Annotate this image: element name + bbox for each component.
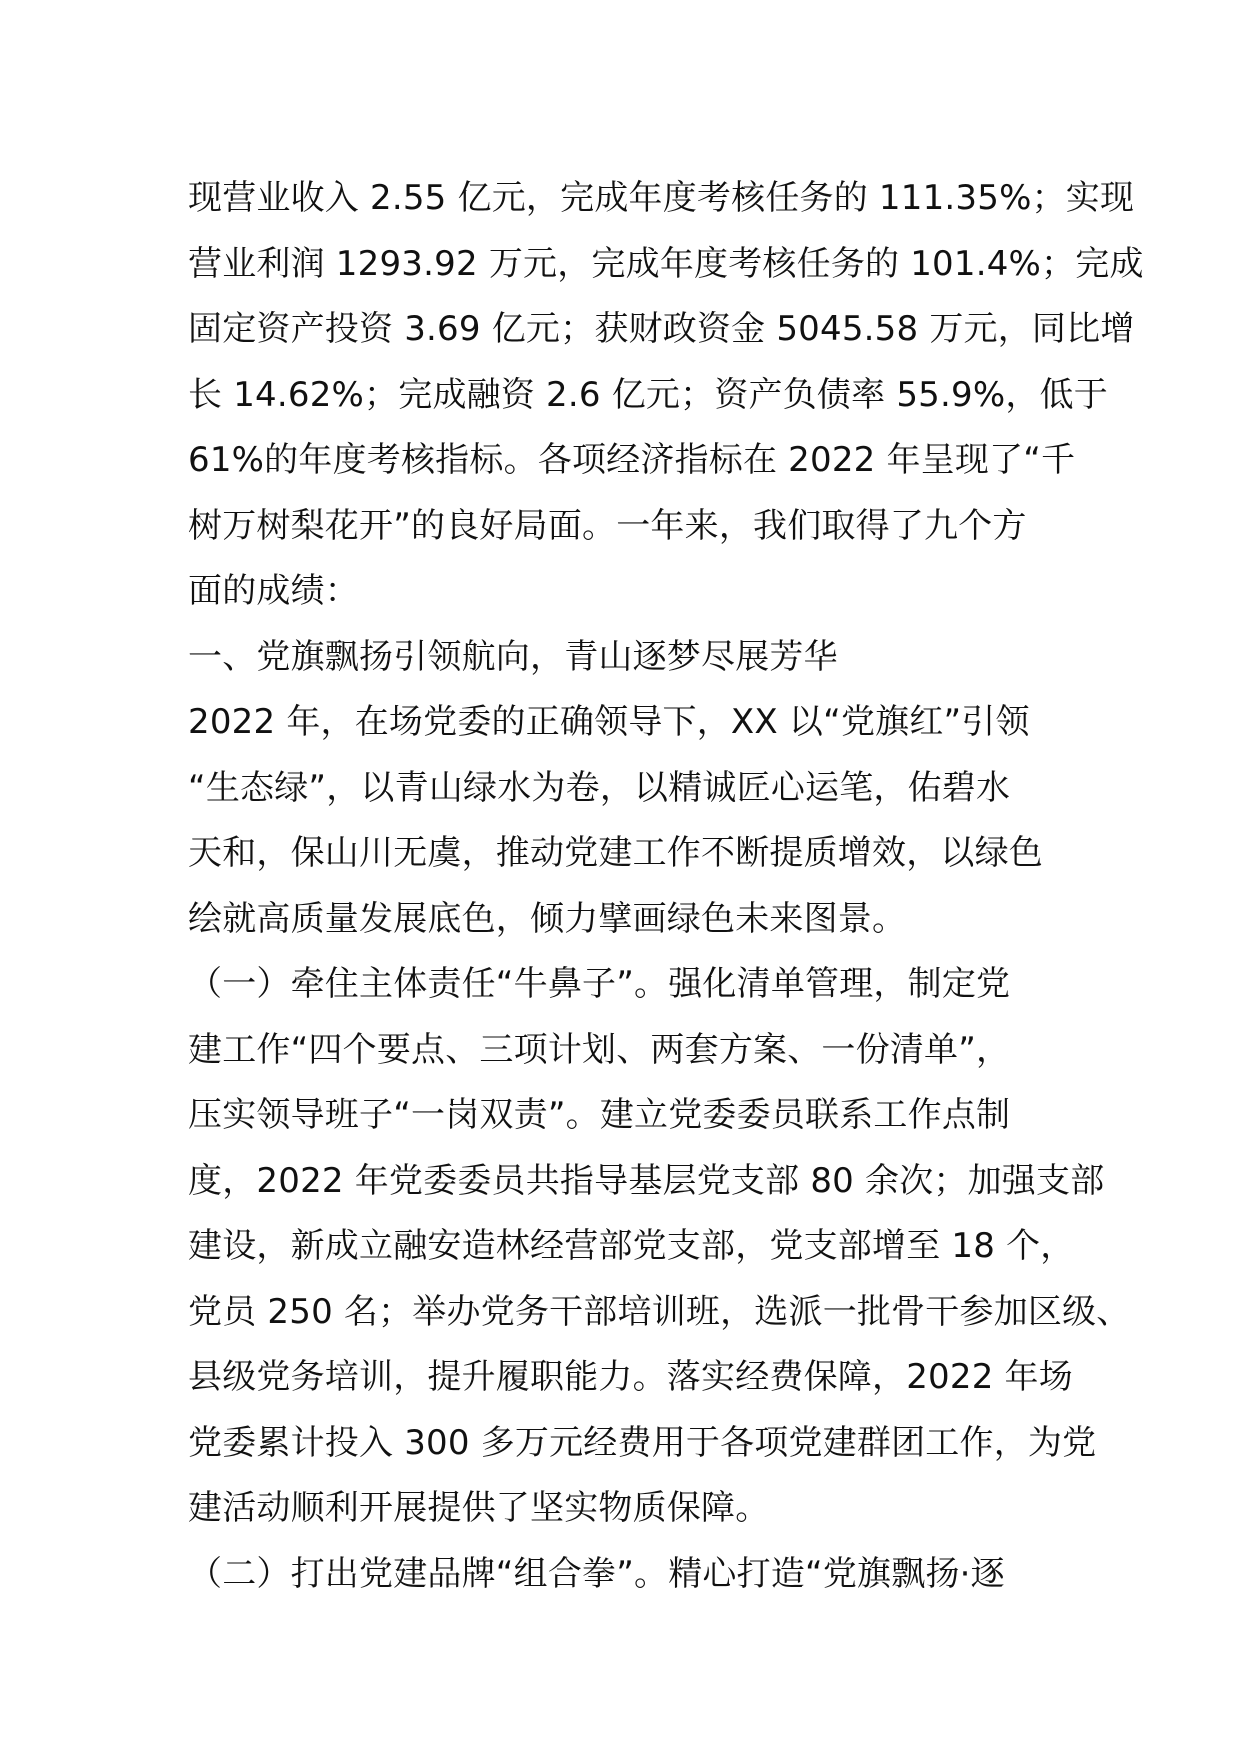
body-line-10: “生态绿”，以青山绿水为卷，以精诚匠心运笔，佑碧水 — [188, 767, 1011, 808]
body-line-2: 营业利润 1293.92 万元，完成年度考核任务的 101.4%；完成 — [188, 243, 1144, 284]
body-line-11: 天和，保山川无虞，推动党建工作不断提质增效，以绿色 — [188, 833, 1043, 873]
body-line-18: 党员 250 名；举办党务干部培训班，选派一批骨干参加区级、 — [188, 1291, 1131, 1332]
body-line-5: 61%的年度考核指标。各项经济指标在 2022 年呈现了“千 — [188, 440, 1076, 480]
body-line-1: 现营业收入 2.55 亿元，完成年度考核任务的 111.35%；实现 — [188, 178, 1135, 218]
body-line-12: 绘就高质量发展底色，倾力擘画绿色未来图景。 — [188, 898, 907, 939]
body-line-21: 建活动顺利开展提供了坚实物质保障。 — [188, 1488, 770, 1528]
body-line-14: 建工作“四个要点、三项计划、两套方案、一份清单”， — [188, 1029, 1011, 1070]
body-line-15: 压实领导班子“一岗双责”。建立党委委员联系工作点制 — [188, 1095, 1011, 1135]
body-line-19: 县级党务培训，提升履职能力。落实经费保障，2022 年场 — [188, 1357, 1073, 1397]
body-line-16: 度，2022 年党委委员共指导基层党支部 80 余次；加强支部 — [188, 1160, 1105, 1201]
body-line-17: 建设，新成立融安造林经营部党支部，党支部增至 18 个， — [188, 1226, 1075, 1266]
body-line-6: 树万树梨花开”的良好局面。一年来，我们取得了九个方 — [188, 505, 1027, 546]
body-line-4: 长 14.62%；完成融资 2.6 亿元；资产负债率 55.9%，低于 — [188, 374, 1108, 415]
document-body — [188, 166, 1144, 1607]
section-heading-1: 一、党旗飘扬引领航向，青山逐梦尽展芳华 — [188, 636, 838, 677]
body-line-7: 面的成绩： — [188, 571, 359, 611]
body-line-3: 固定资产投资 3.69 亿元；获财政资金 5045.58 万元，同比增 — [188, 309, 1135, 349]
body-line-22: （二）打出党建品牌“组合拳”。精心打造“党旗飘扬·逐 — [188, 1553, 1005, 1594]
body-line-13: （一）牵住主体责任“牛鼻子”。强化清单管理，制定党 — [188, 964, 1011, 1004]
body-line-9: 2022 年，在场党委的正确领导下，XX 以“党旗红”引领 — [188, 702, 1030, 742]
body-line-20: 党委累计投入 300 多万元经费用于各项党建群团工作，为党 — [188, 1422, 1097, 1463]
